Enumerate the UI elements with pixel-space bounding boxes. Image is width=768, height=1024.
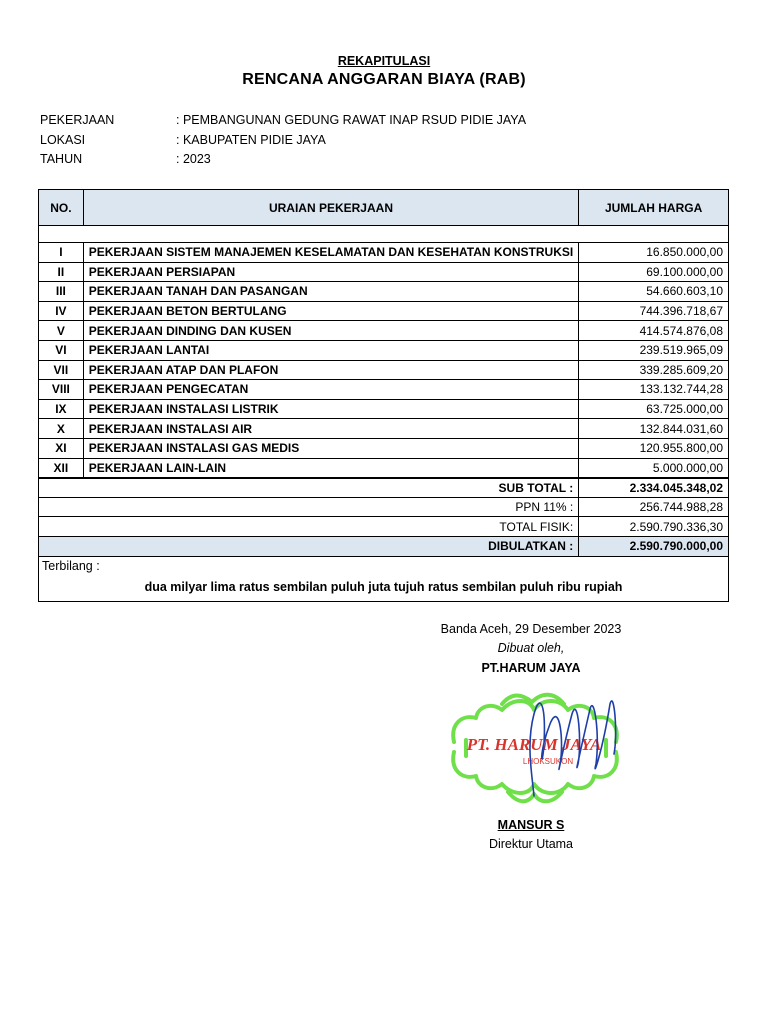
row-desc: PEKERJAAN DINDING DAN KUSEN bbox=[83, 321, 578, 341]
row-desc: PEKERJAAN PENGECATAN bbox=[83, 380, 578, 400]
table-row bbox=[39, 340, 729, 360]
table-header-row bbox=[39, 190, 729, 226]
row-no: VIII bbox=[39, 380, 84, 400]
row-desc: PEKERJAAN INSTALASI AIR bbox=[83, 419, 578, 439]
table-row bbox=[39, 262, 729, 282]
row-no: IV bbox=[39, 301, 84, 321]
info-label: TAHUN bbox=[40, 152, 83, 166]
row-no: II bbox=[39, 262, 84, 282]
table-row bbox=[39, 282, 729, 302]
terbilang-text: dua milyar lima ratus sembilan puluh juta tujuh ratus sembilan puluh ribu rupiah bbox=[144, 580, 623, 594]
ppn-value: 256.744.988,28 bbox=[579, 497, 729, 517]
terbilang-box bbox=[38, 557, 729, 602]
stamp-company-text: PT. HARUM JAYA bbox=[466, 735, 602, 754]
subtotal-row bbox=[39, 478, 729, 498]
sign-company: PT.HARUM JAYA bbox=[481, 661, 581, 675]
header-desc: URAIAN PEKERJAAN bbox=[83, 190, 578, 226]
row-amount: 239.519.965,09 bbox=[579, 340, 729, 360]
row-no: III bbox=[39, 282, 84, 302]
doc-title: RENCANA ANGGARAN BIAYA (RAB) bbox=[242, 71, 526, 88]
rounded-label: DIBULATKAN : bbox=[39, 536, 579, 556]
project-info bbox=[40, 111, 526, 170]
row-desc: PEKERJAAN ATAP DAN PLAFON bbox=[83, 360, 578, 380]
row-amount: 63.725.000,00 bbox=[579, 399, 729, 419]
row-desc: PEKERJAAN SISTEM MANAJEMEN KESELAMATAN DAN KESEHATAN KONSTRUKSI bbox=[83, 243, 578, 263]
row-amount: 339.285.609,20 bbox=[579, 360, 729, 380]
ppn-row bbox=[39, 497, 729, 517]
row-amount: 69.100.000,00 bbox=[579, 262, 729, 282]
doc-subtitle: REKAPITULASI bbox=[337, 54, 431, 68]
row-amount: 133.132.744,28 bbox=[579, 380, 729, 400]
table-row bbox=[39, 438, 729, 458]
total-label: TOTAL FISIK: bbox=[39, 517, 579, 537]
row-desc: PEKERJAAN PERSIAPAN bbox=[83, 262, 578, 282]
row-desc: PEKERJAAN INSTALASI LISTRIK bbox=[83, 399, 578, 419]
table-row bbox=[39, 399, 729, 419]
info-row-pekerjaan bbox=[40, 111, 526, 131]
info-value: : PEMBANGUNAN GEDUNG RAWAT INAP RSUD PIDIE JAYA bbox=[176, 113, 527, 127]
terbilang-label: Terbilang : bbox=[42, 559, 100, 573]
table-row bbox=[39, 380, 729, 400]
row-amount: 16.850.000,00 bbox=[579, 243, 729, 263]
row-desc: PEKERJAAN TANAH DAN PASANGAN bbox=[83, 282, 578, 302]
row-no: I bbox=[39, 243, 84, 263]
table-row bbox=[39, 321, 729, 341]
table-row bbox=[39, 301, 729, 321]
stamp-city-text: LHOKSUKON bbox=[522, 757, 574, 766]
row-no: XI bbox=[39, 438, 84, 458]
table-row bbox=[39, 458, 729, 478]
company-stamp-icon bbox=[442, 684, 627, 809]
rounded-row bbox=[39, 536, 729, 556]
row-amount: 54.660.603,10 bbox=[579, 282, 729, 302]
header-no: NO. bbox=[39, 190, 84, 226]
row-no: X bbox=[39, 419, 84, 439]
row-no: VII bbox=[39, 360, 84, 380]
table-row bbox=[39, 360, 729, 380]
table-row bbox=[39, 419, 729, 439]
subtotal-value: 2.334.045.348,02 bbox=[579, 478, 729, 498]
row-desc: PEKERJAAN LANTAI bbox=[83, 340, 578, 360]
info-label: PEKERJAAN bbox=[40, 113, 115, 127]
row-desc: PEKERJAAN BETON BERTULANG bbox=[83, 301, 578, 321]
row-desc: PEKERJAAN LAIN-LAIN bbox=[83, 458, 578, 478]
signatory-role: Direktur Utama bbox=[488, 837, 574, 851]
row-no: VI bbox=[39, 340, 84, 360]
row-amount: 5.000.000,00 bbox=[579, 458, 729, 478]
row-no: IX bbox=[39, 399, 84, 419]
info-value: : KABUPATEN PIDIE JAYA bbox=[176, 132, 326, 147]
sign-made-by: Dibuat oleh, bbox=[497, 641, 565, 655]
row-amount: 414.574.876,08 bbox=[579, 321, 729, 341]
ppn-label: PPN 11% : bbox=[39, 497, 579, 517]
spacer-row bbox=[39, 226, 729, 243]
row-no: XII bbox=[39, 458, 84, 478]
rab-table bbox=[38, 189, 729, 557]
subtotal-label: SUB TOTAL : bbox=[39, 478, 579, 498]
info-value: : 2023 bbox=[176, 152, 211, 166]
total-row bbox=[39, 517, 729, 537]
table-row bbox=[39, 243, 729, 263]
row-amount: 744.396.718,67 bbox=[579, 301, 729, 321]
info-label: LOKASI bbox=[40, 132, 86, 147]
signatory-name: MANSUR S bbox=[497, 818, 565, 832]
total-value: 2.590.790.336,30 bbox=[579, 517, 729, 537]
header-amount: JUMLAH HARGA bbox=[579, 190, 729, 226]
row-no: V bbox=[39, 321, 84, 341]
info-row-lokasi bbox=[40, 131, 526, 151]
info-row-tahun bbox=[40, 150, 526, 170]
sign-place-date: Banda Aceh, 29 Desember 2023 bbox=[440, 622, 622, 636]
row-amount: 120.955.800,00 bbox=[579, 438, 729, 458]
rounded-value: 2.590.790.000,00 bbox=[579, 536, 729, 556]
row-amount: 132.844.031,60 bbox=[579, 419, 729, 439]
row-desc: PEKERJAAN INSTALASI GAS MEDIS bbox=[83, 438, 578, 458]
